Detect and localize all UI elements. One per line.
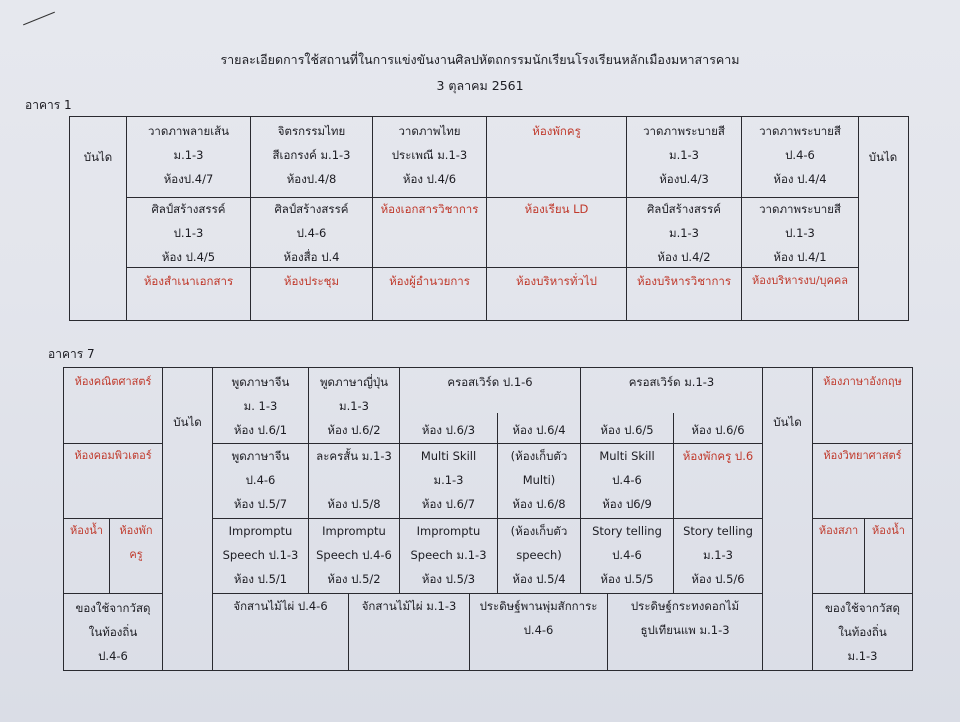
room-cell: ห้องบริหารงบ/บุคคล <box>752 274 848 287</box>
building1-label: อาคาร 1 <box>25 98 72 112</box>
building7-label: อาคาร 7 <box>48 347 95 361</box>
room-cell: ห้องวิทยาศาสตร์ <box>823 449 902 462</box>
room-cell: จิตรกรรมไทย สีเอกรงค์ ม.1-3 ห้องป.4/8 <box>272 124 351 186</box>
room-cell: จักสานไม้ไผ่ ป.4-6 <box>233 599 328 613</box>
room-cell: Impromptu Speech ม.1-3 ห้อง ป.5/3 <box>410 524 487 586</box>
room-cell: Story telling ป.4-6 ห้อง ป.5/5 <box>592 524 662 586</box>
room-cell: ห้องพักครู <box>532 124 581 138</box>
stairs-right: บันได <box>773 415 802 429</box>
room-cell: ครอสเวิร์ด ป.1-6 <box>447 375 533 389</box>
room-cell: ห้องภาษาอังกฤษ <box>823 375 902 388</box>
room-cell: ห้อง ป.6/3 <box>421 423 476 437</box>
room-cell: ของใช้จากวัสดุ ในท้องถิ่น ม.1-3 <box>825 601 900 663</box>
stairs-left: บันได <box>83 150 113 164</box>
room-cell: ห้องเอกสารวิชาการ <box>380 202 479 216</box>
room-cell: (ห้องเก็บตัว speech) ห้อง ป.5/4 <box>510 524 568 586</box>
room-cell: ห้อง ป.6/6 <box>691 423 745 437</box>
room-cell: ห้องคณิตศาสตร์ <box>74 375 152 388</box>
document-title: รายละเอียดการใช้สถานที่ในการแข่งขันงานศิลปหัตถกรรมนักเรียนโรงเรียนหลักเมืองมหาสารคาม <box>220 52 740 67</box>
room-cell: Story telling ม.1-3 ห้อง ป.5/6 <box>683 524 753 586</box>
room-cell: พูดภาษาจีน ป.4-6 ห้อง ป.5/7 <box>231 449 290 511</box>
room-cell: วาดภาพไทย ประเพณี ม.1-3 ห้อง ป.4/6 <box>391 124 468 186</box>
room-cell: ห้องน้ำ <box>70 524 103 537</box>
room-cell: ห้องผู้อำนวยการ <box>389 274 470 288</box>
room-cell: ศิลป์สร้างสรรค์ ม.1-3 ห้อง ป.4/2 <box>647 202 721 264</box>
room-cell: ห้องพักครู ป.6 <box>682 449 754 463</box>
room-cell: ประดิษฐ์กระทงดอกไม้ ธูปเทียนแพ ม.1-3 <box>630 599 740 637</box>
room-cell: ห้องประชุม <box>283 274 340 288</box>
room-cell: ศิลป์สร้างสรรค์ ป.1-3 ห้อง ป.4/5 <box>151 202 226 264</box>
room-cell: Multi Skill ม.1-3 ห้อง ป.6/7 <box>420 449 477 511</box>
room-cell: วาดภาพลายเส้น ม.1-3 ห้องป.4/7 <box>147 124 230 186</box>
room-cell: วาดภาพระบายสี ม.1-3 ห้องป.4/3 <box>643 124 725 186</box>
room-cell: ห้องบริหารวิชาการ <box>636 274 732 288</box>
building1-table <box>69 116 909 321</box>
room-cell: ห้องน้ำ <box>872 524 905 537</box>
room-cell: ห้องสำเนาเอกสาร <box>143 274 234 288</box>
room-cell: ศิลป์สร้างสรรค์ ป.4-6 ห้องสื่อ ป.4 <box>274 202 349 264</box>
document-date: 3 ตุลาคม 2561 <box>436 78 524 93</box>
room-cell: Impromptu Speech ป.1-3 ห้อง ป.5/1 <box>222 524 299 586</box>
room-cell: ห้องบริหารทั่วไป <box>516 274 597 288</box>
room-cell: ห้อง ป.5/8 <box>327 497 381 511</box>
room-cell: ห้องคอมพิวเตอร์ <box>74 449 152 462</box>
room-cell: ห้องพัก ครู <box>119 524 153 561</box>
room-cell: ห้องเรียน LD <box>524 202 589 216</box>
room-cell: วาดภาพระบายสี ป.4-6 ห้อง ป.4/4 <box>759 124 841 186</box>
room-cell: ห้อง ป.6/5 <box>600 423 654 437</box>
room-cell: วาดภาพระบายสี ป.1-3 ห้อง ป.4/1 <box>759 202 841 264</box>
pen-mark <box>23 12 55 26</box>
room-cell: พูดภาษาจีน ม. 1-3 ห้อง ป.6/1 <box>231 375 290 437</box>
room-cell: พูดภาษาญี่ปุ่น ม.1-3 ห้อง ป.6/2 <box>319 375 389 437</box>
room-cell: Multi Skill ป.4-6 ห้อง ป6/9 <box>599 449 655 511</box>
room-cell: ครอสเวิร์ด ม.1-3 <box>628 375 715 389</box>
room-cell: ห้องสภา <box>818 524 859 537</box>
stairs-left: บันได <box>173 415 202 429</box>
room-cell: ห้อง ป.6/4 <box>512 423 566 437</box>
building7-table <box>63 367 913 671</box>
room-cell: จักสานไม้ไผ่ ม.1-3 <box>361 599 457 613</box>
stairs-right: บันได <box>868 150 898 164</box>
room-cell: ประดิษฐ์พานพุ่มสักการะ ป.4-6 <box>479 599 598 637</box>
room-cell: Impromptu Speech ป.4-6 ห้อง ป.5/2 <box>316 524 392 586</box>
room-cell: ละครสั้น ม.1-3 <box>316 449 392 463</box>
room-cell: ของใช้จากวัสดุ ในท้องถิ่น ป.4-6 <box>75 601 151 663</box>
room-cell: (ห้องเก็บตัว Multi) ห้อง ป.6/8 <box>510 449 568 511</box>
